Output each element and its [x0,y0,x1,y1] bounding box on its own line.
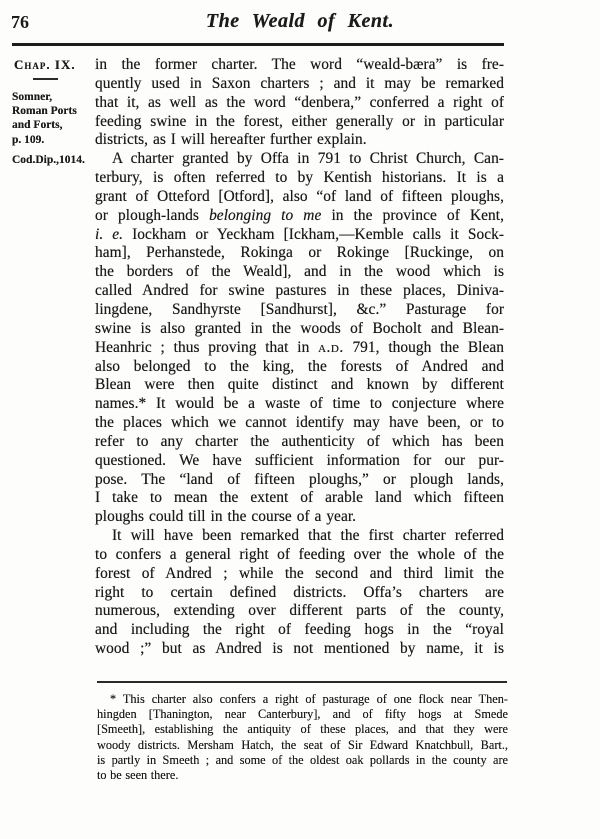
text-line: [Smeeth], establishing the antiquity of these places, and that they were [97,722,508,737]
text-line: districts, as I will hereafter further explain. [95,131,367,149]
text-line: the places which we cannot identify may have been, or to [95,414,504,432]
text-line: questioned. We have sufficient information for our pur- [95,451,504,469]
paragraph [95,56,504,150]
paragraph [97,692,508,783]
text-line: It will have been remarked that the first charter referred [112,527,504,545]
chapter-note-rule [33,78,58,80]
paragraph [95,527,504,659]
footnote [97,692,508,783]
text-line: woody districts. Mersham Hatch, the seat of Sir Edward Knatchbull, Bart., [97,737,508,752]
text-line: or plough-lands belonging to me in the province of Kent, [95,206,504,224]
footnote-rule [97,681,507,683]
text-line: to confers a general right of feeding over the whole of the [95,545,504,563]
margin-note-line: and Forts, [12,119,63,132]
page-number: 76 [11,12,29,32]
text-line: ploughs could till in the course of a year. [95,508,357,526]
margin-note-somner [12,90,94,147]
text-line: also belonged to the king, the forests of Andred and [95,357,504,375]
text-line: in the former charter. The word “weald-bæra” is fre- [95,56,504,73]
text-line: called Andred for swine pastures in these places, Diniva- [95,282,504,300]
text-line: to be seen there. [97,768,179,783]
text-line: A charter granted by Offa in 791 to Christ Church, Can- [112,150,504,168]
text-line: is partly in Smeeth ; and some of the oldest oak pollards in the county are [97,752,508,767]
text-line: terbury, is often referred to by Kentish historians. It is a [95,169,504,187]
header-rule [12,43,504,46]
margin-note-line: Roman Ports [12,105,77,118]
body-text [95,56,504,659]
margin-note-coddip: Cod.Dip.,1014. [12,154,85,166]
text-line: ham], Perhanstede, Rokinga or Rokinge [Ruckinge, on [95,244,504,262]
text-line: that it, as well as the word “denbera,” conferred a right of [95,93,504,111]
text-line: numerous, extending over different parts of the county, [95,602,504,620]
text-line: and including the right of feeding hogs in the “royal [95,621,504,639]
text-line: the borders of the Weald], and in the wood which is [95,263,504,281]
text-line: grant of Otteford [Otford], also “of land of fifteen ploughs, [95,187,504,205]
margin-note-line: Somner, [12,91,53,103]
text-line: hingden [Thanington, near Canterbury], and of fifty hogs at Smede [97,707,508,722]
text-line: Blean were then quite distinct and known by different [95,376,504,394]
text-line: i. e. Iockham or Yeckham [Ickham,—Kemble calls it Sock- [95,225,504,243]
paragraph [95,150,504,527]
running-title: The Weald of Kent. [205,10,395,32]
text-line: pose. The “land of fifteen ploughs,” or plough lands, [95,470,504,488]
text-line: refer to any charter the authenticity of which has been [95,432,504,450]
text-line: wood ;” but as Andred is not mentioned by name, it is [95,640,504,658]
text-line: feeding swine in the forest, either generally or in particular [95,112,504,130]
text-line: names.* It would be a waste of time to conjecture where [95,395,504,413]
text-line: quently used in Saxon charters ; and it may be remarked [95,74,504,92]
text-line: * This charter also confers a right of pasturage of one flock near Then- [110,692,508,706]
text-line: I take to mean the extent of arable land which fifteen [95,489,504,507]
text-line: swine is also granted in the woods of Bocholt and Blean- [95,319,504,337]
text-line: Heanhric ; thus proving that in a.d. 791, though the Blean [95,338,504,356]
margin-note-chapter: Chap. IX. [14,57,76,72]
text-line: lingdene, Sandhyrste [Sandhurst], &c.” Pasturage for [95,300,504,318]
text-line: right to certain defined districts. Offa’s charters are [95,583,504,601]
margin-note-line: p. 109. [12,133,45,146]
text-line: forest of Andred ; while the second and third limit the [95,564,504,582]
